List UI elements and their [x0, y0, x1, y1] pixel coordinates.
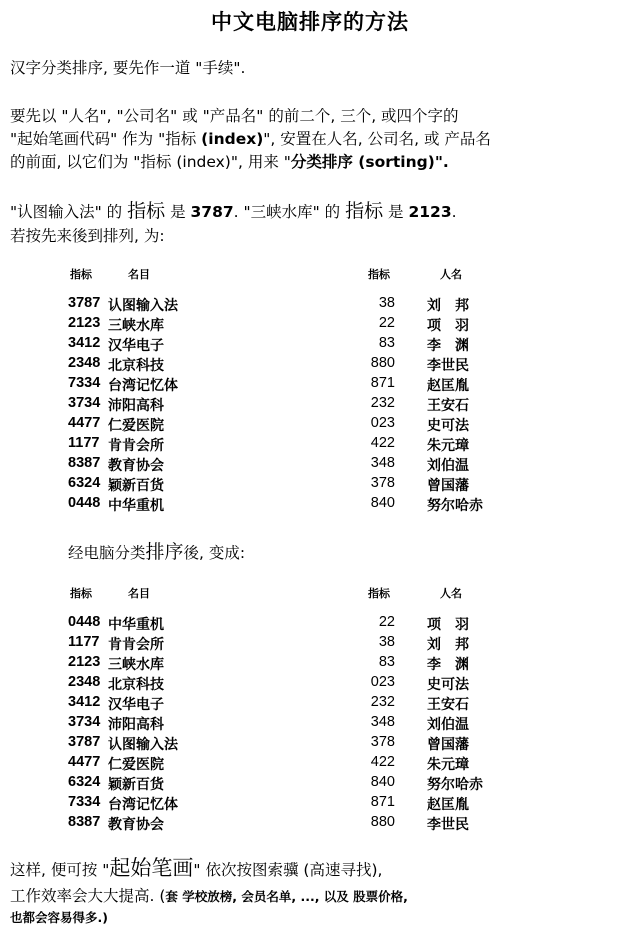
row-code: 3412 [68, 335, 101, 351]
row-code: 4477 [68, 415, 101, 431]
table-row [0, 813, 620, 833]
table-row [0, 314, 620, 334]
middle-c: 後, 变成: [183, 544, 246, 562]
table-row [0, 334, 620, 354]
table-row [0, 693, 620, 713]
row-name: 认图输入法 [108, 298, 178, 314]
row-person: 曾国藩 [427, 478, 469, 494]
row-index: 22 [378, 315, 395, 331]
para2-line1-b: 指标 [127, 200, 166, 222]
row-name: 肯肯会所 [108, 637, 164, 653]
footer-line3: 也都会容易得多.) [10, 910, 108, 925]
row-index: 840 [370, 495, 395, 511]
table-row [0, 733, 620, 753]
table-row [0, 434, 620, 454]
row-name: 颖新百货 [108, 478, 164, 494]
table-row [0, 673, 620, 693]
row-name: 台湾记忆体 [108, 378, 178, 394]
row-index: 232 [370, 395, 395, 411]
row-person: 朱元璋 [427, 757, 469, 773]
table-row [0, 354, 620, 374]
row-name: 北京科技 [108, 358, 164, 374]
row-code: 3787 [68, 734, 101, 750]
row-person: 赵匡胤 [427, 797, 469, 813]
table1-header-index2: 指标 [368, 268, 390, 281]
table-row [0, 414, 620, 434]
row-index: 83 [378, 654, 395, 670]
row-name: 中华重机 [108, 617, 164, 633]
row-index: 38 [378, 295, 395, 311]
row-code: 2348 [68, 355, 101, 371]
row-person: 李 渊 [427, 657, 469, 673]
para1-line2-c: ", 安置在人名, 公司名, 或 产品名 [263, 130, 491, 148]
table-row [0, 613, 620, 633]
table-row [0, 394, 620, 414]
table1-header-person: 人名 [440, 268, 462, 281]
para1-line3 [10, 152, 449, 172]
footer-line2-main: 工作效率会大大提高. ( [10, 887, 166, 905]
table2-header-person: 人名 [440, 587, 462, 600]
para1-line1: 要先以 "人名", "公司名" 或 "产品名" 的前二个, 三个, 或四个字的 [10, 107, 459, 125]
row-name: 肯肯会所 [108, 438, 164, 454]
intro-line: 汉字分类排序, 要先作一道 "手续". [10, 59, 246, 77]
row-name: 认图输入法 [108, 737, 178, 753]
row-index: 348 [370, 714, 395, 730]
para2-line1-d: 3787 [190, 203, 234, 221]
row-person: 刘伯温 [427, 717, 469, 733]
table1-rows [0, 294, 620, 514]
table1-header-name: 名目 [128, 268, 150, 281]
row-code: 3734 [68, 714, 101, 730]
footer-line1 [10, 858, 382, 880]
row-name: 三峡水库 [108, 318, 164, 334]
row-index: 83 [378, 335, 395, 351]
row-name: 汉华电子 [108, 697, 164, 713]
table-row [0, 753, 620, 773]
row-person: 刘伯温 [427, 458, 469, 474]
row-person: 王安石 [427, 398, 469, 414]
footer-line2 [10, 886, 408, 907]
para2-line1-g: 是 [383, 203, 409, 221]
middle-a: 经电脑分类 [68, 544, 146, 562]
footer-line2-small: 套 学校放榜, 会员名单, ..., 以及 股票价格, [165, 889, 408, 904]
row-index: 871 [370, 375, 395, 391]
row-code: 8387 [68, 814, 101, 830]
table-row [0, 374, 620, 394]
row-index: 422 [370, 435, 395, 451]
row-name: 汉华电子 [108, 338, 164, 354]
row-person: 努尔哈赤 [427, 777, 483, 793]
row-index: 38 [378, 634, 395, 650]
row-code: 1177 [68, 435, 100, 451]
row-code: 6324 [68, 774, 101, 790]
row-code: 2348 [68, 674, 101, 690]
row-index: 378 [370, 734, 395, 750]
row-person: 刘 邦 [427, 298, 469, 314]
para1-line3-a: 的前面, 以它们为 "指标 (index)", 用来 " [10, 153, 291, 171]
table1-header-index: 指标 [70, 268, 92, 281]
row-person: 李世民 [427, 817, 469, 833]
row-name: 三峡水库 [108, 657, 164, 673]
table-row [0, 494, 620, 514]
row-index: 880 [370, 355, 395, 371]
row-index: 871 [370, 794, 395, 810]
row-person: 努尔哈赤 [427, 498, 483, 514]
row-code: 0448 [68, 614, 101, 630]
row-person: 李世民 [427, 358, 469, 374]
row-person: 史可法 [427, 418, 469, 434]
row-code: 7334 [68, 794, 101, 810]
row-person: 李 渊 [427, 338, 469, 354]
row-index: 840 [370, 774, 395, 790]
para2-line2: 若按先来後到排列, 为: [10, 227, 165, 245]
table-row [0, 633, 620, 653]
row-name: 颖新百货 [108, 777, 164, 793]
footer-line1-a: 这样, 便可按 " [10, 861, 110, 879]
row-code: 8387 [68, 455, 101, 471]
row-code: 6324 [68, 475, 101, 491]
table2-header-index2: 指标 [368, 587, 390, 600]
row-name: 中华重机 [108, 498, 164, 514]
row-index: 422 [370, 754, 395, 770]
row-name: 沛阳高科 [108, 398, 164, 414]
table-row [0, 713, 620, 733]
table-row [0, 294, 620, 314]
para1-line2-a: "起始笔画代码" 作为 "指标 [10, 130, 202, 148]
row-index: 378 [370, 475, 395, 491]
row-name: 仁爱医院 [108, 757, 164, 773]
row-code: 0448 [68, 495, 101, 511]
table-row [0, 793, 620, 813]
row-index: 22 [378, 614, 395, 630]
middle-line [68, 542, 245, 563]
para2-line1-e: . "三峡水库" 的 [233, 203, 346, 221]
para2-line1-h: 2123 [408, 203, 452, 221]
row-person: 王安石 [427, 697, 469, 713]
para1-line2 [10, 129, 491, 149]
row-code: 2123 [68, 315, 101, 331]
row-person: 朱元璋 [427, 438, 469, 454]
row-code: 2123 [68, 654, 101, 670]
row-person: 刘 邦 [427, 637, 469, 653]
para2-line1 [10, 201, 457, 222]
row-name: 沛阳高科 [108, 717, 164, 733]
table-row [0, 474, 620, 494]
table2-rows [0, 613, 620, 833]
row-index: 023 [370, 674, 395, 690]
row-person: 史可法 [427, 677, 469, 693]
row-code: 1177 [68, 634, 100, 650]
row-index: 232 [370, 694, 395, 710]
row-person: 赵匡胤 [427, 378, 469, 394]
row-code: 3734 [68, 395, 101, 411]
page-title: 中文电脑排序的方法 [211, 10, 409, 34]
para2-line1-c: 是 [165, 203, 191, 221]
table2-header-index: 指标 [70, 587, 92, 600]
para1-line3-b: 分类排序 (sorting)". [290, 153, 449, 171]
table-row [0, 653, 620, 673]
row-code: 3412 [68, 694, 101, 710]
row-person: 项 羽 [427, 318, 469, 334]
middle-b: 排序 [145, 541, 184, 563]
table2-header-name: 名目 [128, 587, 150, 600]
row-code: 7334 [68, 375, 101, 391]
row-name: 北京科技 [108, 677, 164, 693]
row-code: 3787 [68, 295, 101, 311]
para2-line1-a: "认图输入法" 的 [10, 203, 128, 221]
row-name: 教育协会 [108, 817, 164, 833]
table-row [0, 773, 620, 793]
footer-line1-b: 起始笔画 [109, 856, 194, 880]
row-name: 教育协会 [108, 458, 164, 474]
para2-line1-i: . [451, 203, 457, 221]
table-row [0, 454, 620, 474]
row-person: 项 羽 [427, 617, 469, 633]
para2-line1-f: 指标 [345, 200, 384, 222]
row-code: 4477 [68, 754, 101, 770]
row-person: 曾国藩 [427, 737, 469, 753]
row-index: 880 [370, 814, 395, 830]
para1-line2-b: (index) [201, 130, 264, 148]
row-index: 023 [370, 415, 395, 431]
row-name: 台湾记忆体 [108, 797, 178, 813]
row-index: 348 [370, 455, 395, 471]
footer-line1-c: " 依次按图索骥 (高速寻找), [193, 861, 383, 879]
row-name: 仁爱医院 [108, 418, 164, 434]
